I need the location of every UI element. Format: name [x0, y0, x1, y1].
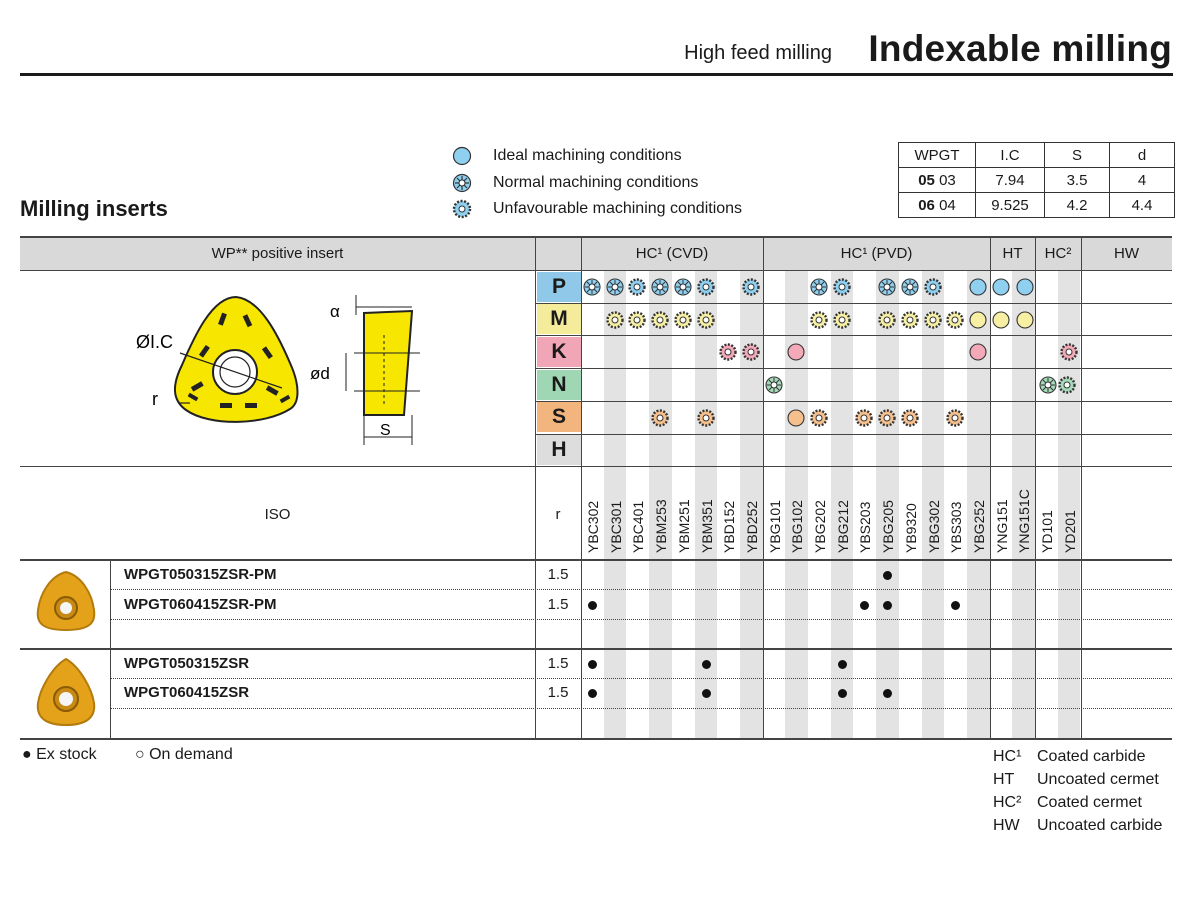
group-header: HC¹ (CVD): [635, 245, 709, 262]
unfavourable-icon: [854, 408, 874, 428]
ex-stock-dot: [838, 660, 847, 669]
unfavourable-icon: [945, 408, 965, 428]
unfavourable-icon: [832, 310, 852, 330]
unfavourable-icon: [696, 408, 716, 428]
normal-icon: [764, 375, 784, 395]
material-H: H: [537, 435, 581, 465]
material-M: M: [537, 304, 581, 334]
product-row-line: [110, 589, 1172, 590]
normal-icon: [877, 277, 897, 297]
unfavourable-icon: [627, 277, 647, 297]
unfavourable-icon: [877, 310, 897, 330]
grade-label: YBD252: [743, 500, 760, 553]
section-title: Milling inserts: [20, 196, 168, 221]
ex-stock-dot: [860, 601, 869, 610]
column-stripe: [1058, 270, 1081, 738]
normal-icon: [605, 277, 625, 297]
grade-label: YBS303: [948, 501, 965, 553]
ic-label: ØI.C: [136, 332, 174, 352]
on-demand-legend: ○ On demand: [135, 746, 233, 763]
grade-label: YBG252: [970, 500, 987, 553]
group-header: HC¹ (PVD): [840, 245, 913, 262]
dim-header: S: [1045, 143, 1110, 168]
ideal-icon: [991, 310, 1011, 330]
product-iso: WPGT050315ZSR-PM: [124, 566, 277, 583]
product-row-line: [110, 678, 1172, 679]
grade-label: YB9320: [902, 503, 919, 553]
ideal-icon: [968, 342, 988, 362]
grid-hline: [20, 270, 1172, 271]
ideal-icon: [786, 342, 806, 362]
unfavourable-icon: [673, 310, 693, 330]
legend-ideal: [451, 145, 682, 167]
header-rule: [20, 73, 1173, 76]
unfavourable-icon: [1059, 342, 1079, 362]
unfavourable-icon: [900, 408, 920, 428]
grid-bottom-line: [20, 738, 1172, 740]
material-row-line: [535, 368, 1172, 369]
ideal-icon: [1015, 277, 1035, 297]
dim-header: I.C: [976, 143, 1045, 168]
unfavourable-icon: [900, 310, 920, 330]
r-label: r: [152, 389, 158, 409]
dim-ic: 9.525: [976, 193, 1045, 218]
group-header: HC²: [1044, 245, 1072, 262]
unfavourable-icon: [605, 310, 625, 330]
normal-icon: [650, 277, 670, 297]
ideal-icon: [1015, 310, 1035, 330]
grade-label: YNG151: [993, 499, 1010, 553]
page-subtitle: High feed milling: [684, 42, 832, 64]
unfavourable-icon: [832, 277, 852, 297]
grade-label: YNG151C: [1016, 489, 1033, 553]
grid-hline: [20, 559, 1172, 561]
legend-label: Ideal machining conditions: [493, 147, 682, 164]
unfavourable-icon: [877, 408, 897, 428]
dim-ic: 7.94: [976, 168, 1045, 193]
dim-header: WPGT: [899, 143, 976, 168]
grade-label: YBG302: [925, 500, 942, 553]
product-iso: WPGT060415ZSR-PM: [124, 596, 277, 613]
grid-vline: [1081, 236, 1082, 738]
dim-code: 05 03: [899, 168, 976, 193]
normal-icon: [809, 277, 829, 297]
ideal-icon: [991, 277, 1011, 297]
dimension-table: [898, 142, 1175, 218]
unfavourable-icon: [627, 310, 647, 330]
product-r: 1.5: [547, 655, 569, 672]
product-r: 1.5: [547, 684, 569, 701]
alpha-label: α: [330, 302, 340, 321]
iso-header: ISO: [264, 506, 291, 523]
unfavourable-icon: [809, 310, 829, 330]
grade-label: YBC401: [630, 500, 647, 553]
dim-code: 06 04: [899, 193, 976, 218]
ideal-icon: [451, 145, 473, 167]
insert-photo-pm: [30, 566, 102, 638]
legend-label: Normal machining conditions: [493, 174, 699, 191]
grid-vline: [763, 236, 764, 738]
unfavourable-icon: [809, 408, 829, 428]
unfavourable-icon: [923, 277, 943, 297]
unfavourable-icon: [741, 342, 761, 362]
grid-vline: [110, 559, 111, 738]
material-row-line: [535, 434, 1172, 435]
unfavourable-icon: [696, 277, 716, 297]
abbr-desc: Uncoated carbide: [1037, 817, 1163, 834]
grid-hline: [20, 648, 1172, 650]
product-r: 1.5: [547, 566, 569, 583]
product-row-line: [110, 619, 1172, 620]
dim-d: 4: [1110, 168, 1175, 193]
product-iso: WPGT060415ZSR: [124, 684, 250, 701]
material-row-line: [535, 303, 1172, 304]
grade-label: YBG205: [880, 500, 897, 553]
grid-vline: [581, 236, 582, 738]
ex-stock-dot: [588, 689, 597, 698]
unfavourable-icon: [1057, 375, 1077, 395]
material-K: K: [537, 337, 581, 367]
product-iso: WPGT050315ZSR: [124, 655, 250, 672]
material-P: P: [537, 272, 581, 302]
ideal-icon: [968, 310, 988, 330]
grade-label: YBC302: [585, 500, 601, 553]
material-row-line: [535, 401, 1172, 402]
unfavourable-icon: [945, 310, 965, 330]
r-header: r: [555, 506, 561, 523]
product-r: 1.5: [547, 596, 569, 613]
abbr-code: HC²: [993, 794, 1022, 811]
ex-stock-dot: [951, 601, 960, 610]
unfavourable-icon: [650, 408, 670, 428]
unfavourable-icon: [451, 198, 473, 220]
grade-label: YBC301: [607, 500, 624, 553]
legend-label: Unfavourable machining conditions: [493, 200, 743, 217]
grade-label: YBG212: [834, 500, 851, 553]
product-row-line: [110, 708, 1172, 709]
unfavourable-icon: [696, 310, 716, 330]
grade-label: YBD152: [721, 500, 738, 553]
dim-s: 4.2: [1045, 193, 1110, 218]
normal-icon: [582, 277, 602, 297]
material-row-line: [535, 335, 1172, 336]
abbr-code: HC¹: [993, 748, 1022, 765]
abbr-desc: Coated carbide: [1037, 748, 1146, 765]
grade-label: YD101: [1039, 510, 1055, 553]
grade-label: YBG202: [812, 500, 828, 553]
abbr-desc: Coated cermet: [1037, 794, 1142, 811]
dim-header: d: [1110, 143, 1175, 168]
abbr-desc: Uncoated cermet: [1037, 771, 1159, 788]
normal-icon: [900, 277, 920, 297]
unfavourable-icon: [741, 277, 761, 297]
ideal-icon: [968, 277, 988, 297]
s-label: S: [380, 422, 391, 439]
group-header: HW: [1114, 245, 1139, 262]
ex-stock-legend: ● Ex stock: [22, 746, 97, 763]
normal-icon: [673, 277, 693, 297]
legend-unfavourable: [451, 198, 742, 220]
ex-stock-dot: [588, 660, 597, 669]
abbr-code: HW: [993, 817, 1020, 834]
ex-stock-dot: [588, 601, 597, 610]
dim-s: 3.5: [1045, 168, 1110, 193]
grid-hline: [20, 466, 1172, 467]
ideal-icon: [786, 408, 806, 428]
material-S: S: [537, 402, 581, 432]
grade-label: YBM351: [698, 499, 715, 553]
grade-label: YBS203: [857, 501, 874, 553]
insert-header: WP** positive insert: [211, 245, 344, 262]
unfavourable-icon: [923, 310, 943, 330]
ex-stock-dot: [702, 660, 711, 669]
insert-drawing: [136, 285, 430, 455]
grade-label: YBM251: [675, 499, 692, 553]
ex-stock-dot: [838, 689, 847, 698]
grade-label: YBG102: [789, 500, 806, 553]
unfavourable-icon: [718, 342, 738, 362]
page-title: Indexable milling: [868, 28, 1172, 69]
normal-icon: [1038, 375, 1058, 395]
dim-d: 4.4: [1110, 193, 1175, 218]
grid-top-line: [20, 236, 1172, 238]
ex-stock-dot: [702, 689, 711, 698]
grade-label: YBM253: [653, 499, 670, 553]
grade-label: YBG101: [766, 500, 783, 553]
group-header: HT: [1002, 245, 1023, 262]
grade-label: YD201: [1061, 510, 1078, 553]
normal-icon: [451, 172, 473, 194]
unfavourable-icon: [650, 310, 670, 330]
d-label: ød: [310, 364, 330, 383]
material-N: N: [537, 370, 581, 400]
legend-normal: [451, 172, 698, 194]
abbr-code: HT: [993, 771, 1015, 788]
insert-photo: [30, 655, 102, 731]
